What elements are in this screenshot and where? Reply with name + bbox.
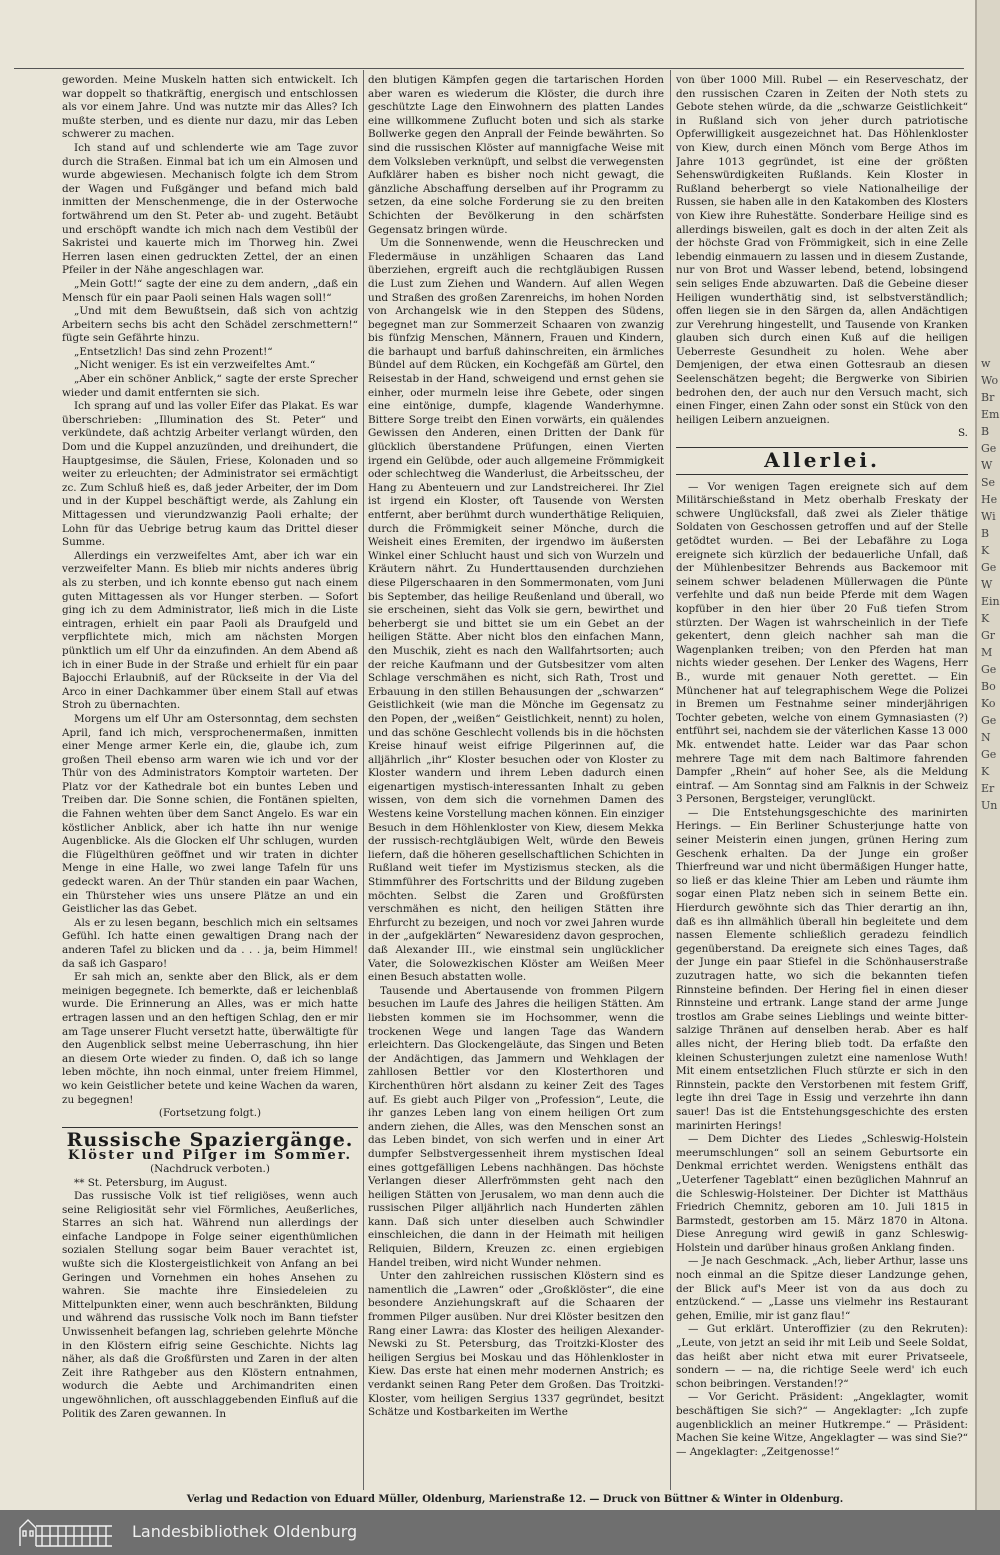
paragraph: „Entsetzlich! Das sind zehn Prozent!“ bbox=[74, 345, 273, 358]
edge-fragment: K bbox=[981, 544, 990, 557]
paragraph: „Und mit dem Bewußtsein, daß sich von achtzig Arbeitern sechs bis acht den Schädel zerschmettern!“ fügte sein Gefährte hinzu. bbox=[62, 305, 358, 345]
edge-fragment: B bbox=[981, 425, 990, 438]
edge-fragment: Ge bbox=[981, 561, 997, 574]
paragraph: geworden. Meine Muskeln hatten sich entwickelt. Ich war doppelt so thatkräftig, energisch und entschlossen als vor einem Jahre. Und was nutzte mir das Alles? Ich mußte sterben, und es diente nur dazu, mir das Leben schwerer zu machen. bbox=[62, 74, 358, 141]
edge-fragment: Wi bbox=[981, 510, 996, 523]
column-1 bbox=[62, 74, 358, 1492]
paragraph: „Nicht weniger. Es ist ein verzweifeltes Amt.“ bbox=[74, 359, 316, 372]
edge-fragment: Bo bbox=[981, 680, 996, 693]
edge-fragment: Br bbox=[981, 391, 995, 404]
edge-fragment: Gr bbox=[981, 629, 996, 642]
allerlei-title: Allerlei. bbox=[764, 448, 880, 473]
paragraph: — Dem Dichter des Liedes „Schleswig-Holstein meerumschlungen“ soll an seinem Geburtsorte ein Denkmal errichtet werden. Wenigstens enthält das „Ueterfener Tageblatt“ einen bezüglichen Mahnruf an die Schleswig-Holsteiner. Der Dichter ist Matthäus Friedrich Chemnitz, geboren am 10. Juli 1815 in Barmstedt, gestorben am 15. März 1870 in Altona. Diese Anregung wird gewiß in ganz Schleswig-Holstein und darüber hinaus großen Anklang finden. bbox=[676, 1133, 968, 1254]
adjacent-page-edge bbox=[975, 0, 1000, 1510]
edge-fragment: B bbox=[981, 527, 990, 540]
section-divider bbox=[62, 1127, 358, 1128]
dateline: ** St. Petersburg, im August. bbox=[74, 1176, 228, 1189]
edge-fragment: M bbox=[981, 646, 993, 659]
paragraph: „Mein Gott!“ sagte der eine zu dem andern, „daß ein Mensch für ein paar Paoli seinen Hals wagen soll!“ bbox=[62, 277, 358, 304]
section-divider bbox=[676, 474, 968, 475]
paragraph: den blutigen Kämpfen gegen die tartarischen Horden aber waren es wiederum die Klöster, die durch ihre geschützte Lage den Einwohnern des platten Landes eine willkommene Zuflucht boten und sich als starke Bollwerke gegen den Anprall der Feinde bewährten. So sind die russischen Klöster auf mannigfache Weise mit dem Volksleben verknüpft, und selbst die verwegensten Aufklärer haben es bisher noch nicht gewagt, die gänzliche Abschaffung derselben auf ihr Programm zu setzen, da eine solche Forderung sie zu den breiten Schichten der Bevölkerung in den schärfsten Gegensatz bringen würde. bbox=[368, 74, 664, 236]
signature: S. bbox=[957, 427, 968, 440]
paragraph: Um die Sonnenwende, wenn die Heuschrecken und Fledermäuse in unzähligen Schaaren das Land überziehen, ergreift auch die rechtgläubigen Russen die Lust zum Ziehen und Wandern. Auf allen Wegen und Straßen des großen Zarenreichs, im hohen Norden von Archangelsk wie in den Steppen des Südens, begegnet man zur Sommerzeit Schaaren von zwanzig bis fünfzig Menschen, Männern, Frauen und Kindern, die barhaupt und barfuß dahinschreiten, ein ärmliches Bündel auf dem Rücken, ein Kochgefäß am Gürtel, den Reisestab in der Hand, schweigend und ernst gehen sie einher, oder murmeln leise ihre Gebete, oder singen eine eintönige, dumpfe, klagende Wanderhymne. Bittere Sorge treibt den Einen vorwärts, ein quälendes Gewissen den Anderen, einen Dritten der Dank für glücklich überstandene Prüfungen, einen Vierten irgend ein Gelübde, oder auch allgemeine Frömmigkeit oder schlechtweg die Wanderlust, die Arbeitsscheu, der Hang zu Abenteuern und zur Landstreicherei. Ihr Ziel ist irgend ein Kloster, oft Tausende von Wersten entfernt, aber berühmt durch wunderthätige Reliquien, durch die Frömmigkeit seiner Mönche, durch die Weisheit eines Eremiten, der irgendwo im äußersten Winkel einer Schlucht haust und sich von Wurzeln und Kräutern nährt. Zu Hunderttausenden durchziehen diese Pilgerschaaren in den Sommermonaten, vom Juni bis September, das heilige Reußenland und überall, wo sie erscheinen, sieht das Volk sie gern, bewirthet und beherbergt sie und bittet sie um ein Gebet an der heiligen Stätte. Aber nicht blos den einfachen Mann, den Muschik, zieht es nach den Wallfahrtsorten; auch der reiche Kaufmann und der Gutsbesitzer vom alten Schlage verschmähen es nicht, sich Rath, Trost und Erbauung in den stillen Behausungen der „schwarzen“ Geistlichkeit (wie man die Mönche im Gegensatz zu den Popen, der „weißen“ Geistlichkeit, nennt) zu holen, und das schöne Geschlecht vollends bis in die höchsten Kreise hinauf weist eifrige Pilgerinnen auf, die alljährlich „ihr“ Kloster besuchen oder von Kloster zu Kloster wandern und ihrem Leben dadurch einen eigenartigen mystisch-interessanten Inhalt zu geben wissen, von dem sich die vornehmen Damen des Westens keine Vorstellung machen können. Ein einziger Besuch in dem Höhlenkloster von Kiew, diesem Mekka der russisch-rechtgläubigen Welt, würde den Beweis liefern, daß die höheren gesellschaftlichen Schichten in Rußland weit tiefer im Mystizismus stecken, als die Stimmführer des Fortschritts und der Bildung zugeben möchten. Selbst die Zaren und Großfürsten verschmähen es nicht, den heiligen Stätten ihre Ehrfurcht zu bezeigen, und noch vor zwei Jahren wurde in der „aufgeklärten“ Newaresidenz davon gesprochen, daß Alexander III., wie einstmal sein unglücklicher Vater, die Solowezkischen Klöster am Weißen Meer einen Besuch abstatten wolle. bbox=[368, 237, 664, 984]
library-banner bbox=[0, 1510, 1000, 1555]
library-building-icon bbox=[18, 1516, 114, 1548]
reprint-note: (Nachdruck verboten.) bbox=[150, 1162, 270, 1175]
edge-fragment: Ein bbox=[981, 595, 1000, 608]
paragraph: „Aber ein schöner Anblick,“ sagte der erste Sprecher wieder und damit entfernten sie sich. bbox=[62, 373, 358, 399]
edge-fragment: K bbox=[981, 612, 990, 625]
section-subtitle: Klöster und Pilger im Sommer. bbox=[67, 1148, 353, 1164]
edge-fragment: Un bbox=[981, 799, 998, 812]
column-2 bbox=[368, 74, 664, 1492]
paragraph: Er sah mich an, senkte aber den Blick, als er dem meinigen begegnete. Ich bemerkte, daß er leichenblaß wurde. Die Erinnerung an Alles, was er mich hatte ertragen lassen und an den heftigen Schlag, den er mir am Tage unserer Flucht versetzt hatte, überwältigte für den Augenblick selbst meine Ueberraschung, ihn hier an diesem Orte wieder zu finden. O, daß ich so lange leben möchte, ihn noch einmal, unter freiem Himmel, wo kein Geistlicher betete und keine Wachen da waren, zu begegnen! bbox=[62, 971, 358, 1106]
column-3 bbox=[676, 74, 968, 1492]
paragraph: — Je nach Geschmack. „Ach, lieber Arthur, lasse uns noch einmal an die Spitze dieser Landzunge gehen, der Blick auf's Meer ist von da aus doch zu entzückend.“ — „Lasse uns vielmehr ins Restaurant gehen, Emilie, mir ist ganz flau!“ bbox=[676, 1255, 968, 1322]
edge-fragment: Er bbox=[981, 782, 995, 795]
edge-fragment: Wo bbox=[981, 374, 999, 387]
library-name: Landesbibliothek Oldenburg bbox=[132, 1522, 358, 1541]
paragraph: Als er zu lesen begann, beschlich mich ein seltsames Gefühl. Ich hatte einen gewaltigen Drang nach der anderen Tafel zu blicken und da . . . ja, beim Himmel! da saß ich Gasparo! bbox=[62, 916, 358, 970]
edge-fragment: K bbox=[981, 765, 990, 778]
paragraph: Allerdings ein verzweifeltes Amt, aber ich war ein verzweifelter Mann. Es blieb mir nichts anderes übrig als zu sterben, und ich konnte ebenso gut nach einem guten Mittagessen als vor Hunger sterben. — Sofort ging ich zu dem Administrator, ließ mich in die Liste eintragen, erhielt ein paar Paoli als Draufgeld und verpflichtete mich, mich am nächsten Morgen pünktlich um elf Uhr da einzufinden. An dem Abend aß ich in einer Bude in der Straße und erhielt für ein paar Bajocchi Erlaubniß, auf der Rückseite in der Via del Arco in einer Dachkammer über einem Stall auf etwas Stroh zu übernachten. bbox=[62, 549, 358, 712]
edge-fragment: Ge bbox=[981, 748, 997, 761]
section-title: Russische Spaziergänge. bbox=[66, 1128, 354, 1151]
edge-fragment: w bbox=[981, 357, 991, 370]
edge-fragment: W bbox=[981, 459, 993, 472]
header-rule bbox=[14, 68, 964, 69]
edge-fragment: He bbox=[981, 493, 998, 506]
paragraph: Ich stand auf und schlenderte wie am Tage zuvor durch die Straßen. Einmal bat ich um ein Almosen und wurde abgewiesen. Mechanisch folgte ich dem Strom der Wagen und Fußgänger und befand mich bald inmitten der Menschenmenge, die in der Osterwoche fortwährend um den St. Peter ab- und zugeht. Betäubt und erschöpft wandte ich mich nach dem Vestibül der Sakristei und kauerte mich im Thorweg hin. Zwei Herren lasen einen gedruckten Zettel, der an einen Pfeiler in der Nähe angeschlagen war. bbox=[62, 141, 358, 277]
paragraph: — Vor Gericht. Präsident: „Angeklagter, womit beschäftigen Sie sich?“ — Angeklagter: „Ich zupfe augenblicklich an meiner Hutkrempe.“ — Präsident: Machen Sie keine Witze, Angeklagter — was sind Sie?“ — Angeklagter: „Zeitgenosse!“ bbox=[676, 1391, 968, 1458]
edge-fragment: Ge bbox=[981, 714, 997, 727]
imprint-footer: Verlag und Redaction von Eduard Müller, Oldenburg, Marienstraße 12. — Druck von Büttner & Winter in Oldenburg. bbox=[186, 1494, 844, 1505]
edge-fragment: Ko bbox=[981, 697, 996, 710]
paragraph: — Vor wenigen Tagen ereignete sich auf dem Militärschießstand in Metz oberhalb Freskaty der schwere Unglücksfall, daß zwei als Zieler thätige Soldaten von Geschossen getroffen und auf der Stelle getödtet wurden. — Bei der Lebafähre zu Loga ereignete sich kürzlich der bedauerliche Unfall, daß der Mühlenbesitzer Behrends aus Backemoor mit seinem schwer beladenen Müllerwagen die Pünte verfehlte und daß nun beide Pferde mit dem Wagen kopfüber in den hier über 20 Fuß tiefen Strom stürzten. Der Wagen ist wahrscheinlich in der Tiefe gekentert, denn gleich nachher sah man die Wagenplanken treiben; von den Pferden hat man nichts wieder gesehen. Der Lenker des Wagens, Herr B., wurde mit genauer Noth gerettet. — Ein Münchener hat auf telegraphischem Wege die Polizei in Bremen um Festnahme seiner minderjährigen Tochter gebeten, welche von einem Gymnasiasten (?) entführt sei, nachdem sie der väterlichen Kasse 13 000 Mk. entwendet hatte. Leider war das Paar schon mehrere Tage mit dem nach Baltimore fahrenden Dampfer „Rhein“ auf hoher See, als die Meldung eintraf. — Am Sonntag sind am Falknis in der Schweiz 3 Personen, Bergsteiger, verunglückt. bbox=[676, 480, 968, 806]
paragraph: Unter den zahlreichen russischen Klöstern sind es namentlich die „Lawren“ oder „Großklöster“, die eine besondere Anziehungskraft auf die Schaaren der frommen Pilger ausüben. Nur drei Klöster besitzen den Rang einer Lawra: das Kloster des heiligen Alexander-Newski zu St. Petersburg, das Troitzki-Kloster des heiligen Sergius bei Moskau und das Höhlenkloster in Kiew. Das erste hat einen mehr modernen Anstrich; es verdankt seinen Rang Peter dem Großen. Das Troitzki-Kloster, vom heiligen Sergius 1337 gegründet, besitzt Schätze und Kostbarkeiten im Werthe bbox=[368, 1270, 664, 1419]
paragraph: Tausende und Abertausende von frommen Pilgern besuchen im Laufe des Jahres die heiligen Stätten. Am liebsten kommen sie im Hochsommer, wenn die trockenen Wege und langen Tage das Wandern erleichtern. Das Glockengeläute, das Singen und Beten der Andächtigen, das Jammern und Wehklagen der zahllosen Bettler vor den Klosterthoren und Kirchenthüren hört alsdann zu keiner Zeit des Tages auf. Es giebt auch Pilger von „Profession“, Leute, die ihr ganzes Leben lang von einem heiligen Ort zum andern ziehen, die Alles, was den Menschen sonst an das Leben bindet, von sich werfen und in einer Art dumpfer Selbstvergessenheit ihrem mystischen Ideal eines gottgefälligen Lebens nachhängen. Das höchste Verlangen dieser Allerfrömmsten geht nach den heiligen Stätten von Jerusalem, wo man denn auch die russischen Pilger alljährlich nach Hunderten zählen kann. Daß sich unter dieselben auch Schwindler einschleichen, die dann in der Heimath mit heiligen Reliquien, Bildern, Kreuzen zc. einen ergiebigen Handel treiben, wird nicht Wunder nehmen. bbox=[368, 984, 664, 1269]
paragraph: Das russische Volk ist tief religiöses, wenn auch seine Religiosität sehr viel Förmliches, Aeußerliches, Starres an sich hat. Während nun allerdings der einfache Landpope in Folge seiner eigenthümlichen sozialen Stellung sogar beim Bauer verachtet ist, wußte sich die Klostergeistlichkeit von Anfang an bei Geringen und Vornehmen ein hohes Ansehen zu wahren. Sie machte ihre Einsiedeleien zu Mittelpunkten einer, wenn auch beschränkten, Bildung und während das russische Volk noch im Bann tiefster Unwissenheit befangen lag, schrieben gelehrte Mönche in den Klöstern eifrig seine Geschichte. Nichts lag näher, als daß die Großfürsten und Zaren in der alten Zeit ihre Rathgeber aus den Klöstern entnahmen, wodurch die Aebte und Archimandriten einen ungewöhnlichen, oft ausschlaggebenden Einfluß auf die Politik des Zaren gewannen. In bbox=[62, 1190, 358, 1420]
paragraph: Ich sprang auf und las voller Eifer das Plakat. Es war überschrieben: „Illumination des St. Peter“ und verkündete, daß achtzig Arbeiter verlangt würden, den Dom und die Kuppel anzuzünden, und dreihundert, die Hauptgesimse, die Säulen, Friese, Kolonaden und so weiter zu erleuchten; der Administrator sei ermächtigt zc. Zum Schluß hieß es, daß jeder Arbeiter, der im Dom und in der Kuppel beschäftigt werde, als Zahlung ein Mittagessen und vierundzwanzig Paoli erhalte; der Lohn für das Uebrige betrug kaum das Drittel dieser Summe. bbox=[62, 400, 358, 549]
column-separator bbox=[363, 70, 364, 1490]
column-separator bbox=[670, 70, 671, 1490]
edge-fragment: Em bbox=[981, 408, 1000, 421]
edge-fragment: W bbox=[981, 578, 993, 591]
paragraph: — Gut erklärt. Unteroffizier (zu den Rekruten): „Leute, von jetzt an seid ihr mit Leib und Seele Soldat, das heißt aber nicht etwa mit eurer Privatseele, sondern — — na, die richtige Seele werd' ich euch schon beibringen. Verstanden!?“ bbox=[676, 1323, 968, 1390]
edge-fragment: Ge bbox=[981, 442, 997, 455]
paragraph: von über 1000 Mill. Rubel — ein Reserveschatz, der den russischen Czaren in Zeiten der Noth stets zu Gebote stehen würde, da die „schwarze Geistlichkeit“ in Rußland sich von jeher durch patriotische Opferwilligkeit ausgezeichnet hat. Das Höhlenkloster von Kiew, durch einen Mönch vom Berge Athos im Jahre 1013 gegründet, ist eine der größten Sehenswürdigkeiten Rußlands. Kein Kloster in Rußland beherbergt so viele Nationalheilige der Russen, sie haben alle in den Katakomben des Klosters von Kiew ihre Ruhestätte. Sonderbare Heilige sind es allerdings bisweilen, galt es doch in der alten Zeit als der höchste Grad von Frömmigkeit, sich in eine Zelle lebendig einmauern zu lassen und in diesem Zustande, nur von Brot und Wasser lebend, betend, lobsingend sein seliges Ende abzuwarten. Daß die Gebeine dieser Heiligen wunderthätig sind, ist selbstverständlich; offen liegen sie in den Särgen da, allen Andächtigen zur Verehrung hingestellt, und Tausende von Kranken glauben sich durch einen Kuß auf die heiligen Ueberreste Gesundheit zu holen. Wehe aber Demjenigen, der etwa einen Gottesraub an diesen Seelenschätzen begeht; die Bergwerke von Sibirien bedrohen den, der auch nur den Versuch macht, sich einen Finger, einen Zahn oder sonst ein Stück von den heiligen Leibern anzueignen. bbox=[676, 74, 968, 426]
edge-fragment: N bbox=[981, 731, 991, 744]
edge-fragment: Ge bbox=[981, 663, 997, 676]
paragraph: Morgens um elf Uhr am Ostersonntag, dem sechsten April, fand ich mich, versprochenermaßen, inmitten einer Menge armer Kerle ein, die, glaube ich, zum großen Theil ebenso arm waren wie ich und vor der Thür von des Administrators Komptoir warteten. Der Platz vor der Kathedrale bot ein buntes Leben und Treiben dar. Die Sonne schien, die Fontänen spielten, die Fahnen wehten über dem Sanct Angelo. Es war ein köstlicher Anblick, aber ich hatte ihn nur wenige Augenblicke. Als die Glocken elf Uhr schlugen, wurden die Flügelthüren geöffnet und wir traten in dichter Menge in eine Halle, wo zwei lange Tafeln für uns gedeckt waren. An der Thür standen ein paar Wachen, ein Thürsteher wies uns unsere Plätze an und ein Geistlicher las das Gebet. bbox=[62, 712, 358, 916]
paragraph: — Die Entstehungsgeschichte des marinirten Herings. — Ein Berliner Schusterjunge hatte von seiner Meisterin einen jungen, grünen Hering zum Geschenk erhalten. Da der Junge ein großer Thierfreund war und nicht übermäßigen Hunger hatte, so ließ er das kleine Thier am Leben und räumte ihm sogar einen Platz neben sich in seinem Bette ein. Hierdurch gewöhnte sich das Thier derartig an ihn, daß es ihn allmählich überall hin begleitete und dem nassen Elemente schließlich geradezu feindlich gegenüberstand. Da ereignete sich eines Tages, daß der Junge ein paar Stiefel in die Schönhauserstraße zuzutragen hatte, wo sich die bekannten tiefen Rinnsteine befinden. Der Hering fiel in einen dieser Rinnsteine und ertrank. Lange stand der arme Junge trostlos am Grabe seines Lieblings und weinte bitter-salzige Thränen auf denselben herab. Aber es half alles nicht, der Hering blieb todt. Da erfaßte den kleinen Schusterjungen zuletzt eine namenlose Wuth! Mit einem entsetzlichen Fluch stürzte er sich in den Rinnstein, packte den Verstorbenen mit festem Griff, legte ihn drei Tage in Essig und verzehrte ihn dann sauer! Das ist die Entstehungsgeschichte des ersten marinirten Herings! bbox=[676, 806, 968, 1132]
continued-note: (Fortsetzung folgt.) bbox=[158, 1107, 262, 1120]
edge-fragment: Se bbox=[981, 476, 996, 489]
